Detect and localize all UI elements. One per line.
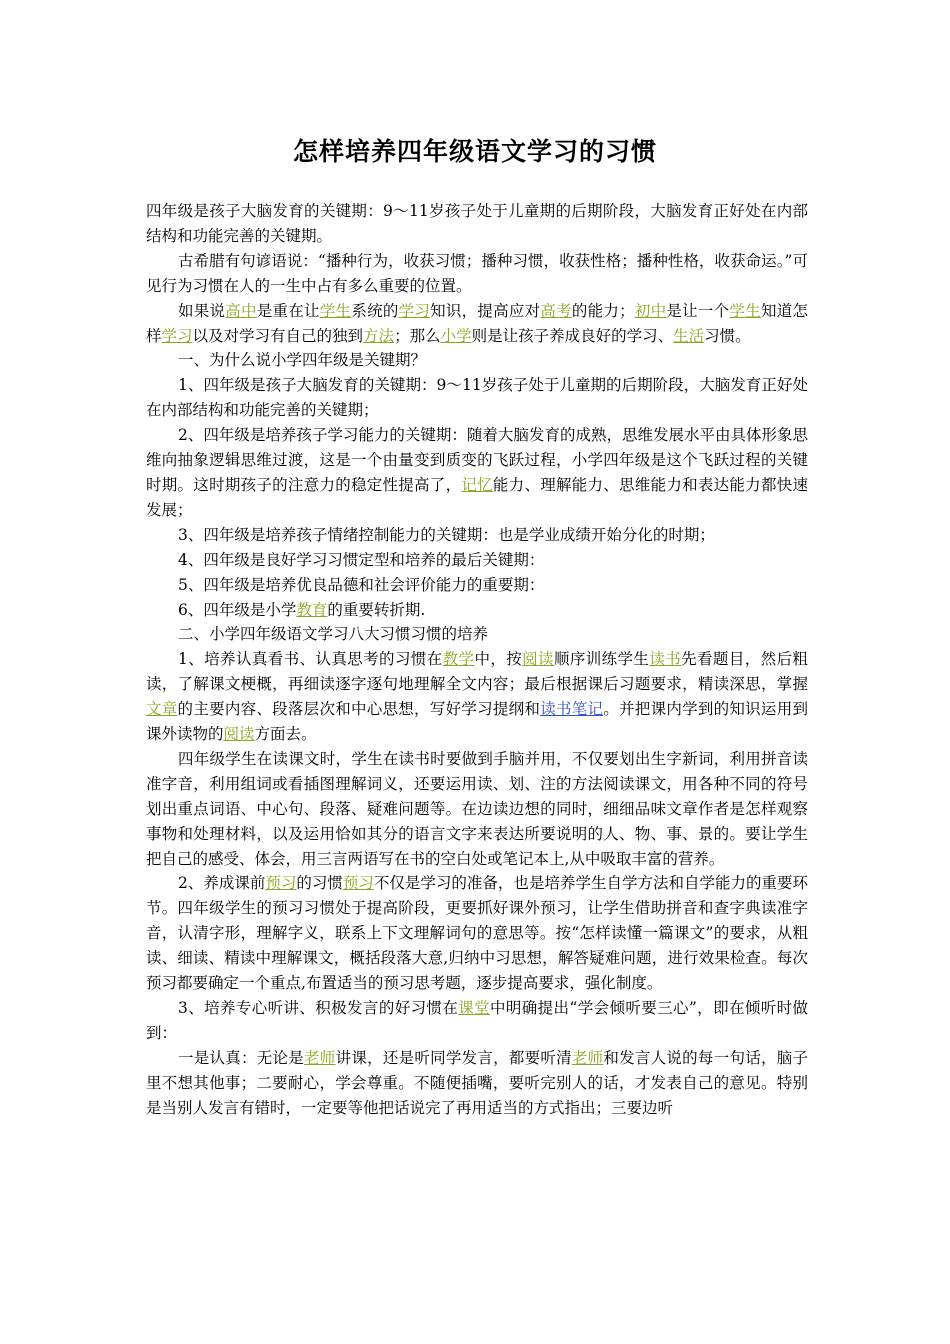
hyperlink[interactable]: 方法 [363,326,395,345]
hyperlink[interactable]: 记忆 [461,475,493,494]
paragraph-text: 如果说 [178,301,226,320]
document-body [146,199,808,1121]
paragraph-text: 1、四年级是孩子大脑发育的关键期：9～11岁孩子处于儿童期的后期阶段，大脑发育正好处在内部结构和功能完善的关键期； [146,376,808,420]
hyperlink[interactable]: 学生 [729,301,761,320]
paragraph-text: 的能力； [571,301,635,320]
paragraph [146,348,808,373]
paragraph-text: 知识，提高应对 [430,301,541,320]
paragraph-text: 不仅是学习的准备，也是培养学生自学方法和自学能力的重要环节。四年级学生的预习习惯处于提高阶段，更要抓好课外预习，让学生借助拼音和查字典读准字音，认清字形，理解字义，联系上下文理解词句的意思等。按“怎样读懂一篇课文”的要求，从粗读、细读、精读中理解课文，概括段落大意,归纳中习思想，解答疑难问题，进行效果检查。每次预习都要确定一个重点,布置适当的预习思考题，逐步提高要求，强化制度。 [146,874,808,993]
paragraph-text: 3、四年级是培养孩子情绪控制能力的关键期：也是学业成绩开始分化的时期； [178,525,715,544]
paragraph-text: 。并把课内学到的知识运用到课外读物的 [146,700,808,744]
paragraph-text: 2、养成课前 [178,874,266,893]
paragraph-text: 习惯。 [704,326,751,345]
paragraph-text: 的主要内容、段落层次和中心思想，写好学习提纲和 [177,700,541,719]
paragraph [146,548,808,573]
paragraph-text: 是重在让 [256,301,320,320]
paragraph-text: 1、培养认真看书、认真思考的习惯在 [178,650,443,669]
paragraph-text: 是让一个 [666,301,730,320]
hyperlink[interactable]: 生活 [673,326,705,345]
paragraph [146,299,808,349]
hyperlink[interactable]: 读书 [649,650,682,669]
hyperlink[interactable]: 读书笔记 [540,700,604,719]
paragraph-text: 系统的 [351,301,399,320]
hyperlink[interactable]: 高考 [540,301,572,320]
paragraph-text: 四年级是孩子大脑发育的关键期：9～11岁孩子处于儿童期的后期阶段，大脑发育正好处在内部结构和功能完善的关键期。 [146,202,808,245]
hyperlink[interactable]: 预习 [342,874,374,893]
document-title: 怎样培养四年级语文学习的习惯 [292,137,657,166]
paragraph-text: 中，按 [474,650,523,669]
paragraph-text: 以及对学习有自己的独到 [192,326,364,345]
paragraph [146,647,808,747]
paragraph [146,598,808,623]
paragraph-text: 讲课，还是听同学发言，都要听清 [335,1048,572,1067]
hyperlink[interactable]: 阅读 [522,650,554,669]
paragraph [146,523,808,548]
paragraph [146,1046,808,1121]
paragraph-text: 和发言人说的每一句话，脑子里不想其他事；二要耐心，学会尊重。不随便插嘴，要听完别人的话，才发表自己的意见。特别是当别人发言有错时，一定要等他把话说完了再用适当的方式指出；三要边听 [146,1048,808,1117]
paragraph [146,622,808,647]
hyperlink[interactable]: 初中 [634,301,667,320]
hyperlink[interactable]: 学习 [161,326,193,345]
hyperlink[interactable]: 学习 [398,301,431,320]
paragraph-text: 的习惯 [296,874,343,893]
paragraph-text: 知道怎样 [146,301,808,345]
paragraph-text: 古希腊有句谚语说：“播种行为，收获习惯；播种习惯，收获性格；播种性格，收获命运。”可见行为习惯在人的一生中占有多么重要的位置。 [146,251,808,295]
paragraph-text: 一、为什么说小学四年级是关键期？ [178,351,427,370]
hyperlink[interactable]: 课堂 [458,999,490,1017]
paragraph-text: 一是认真：无论是 [178,1048,305,1067]
paragraph-text: 顺序训练学生 [553,650,650,669]
hyperlink[interactable]: 预习 [265,874,297,893]
paragraph [146,573,808,598]
paragraph-text: ；那么 [394,326,441,345]
paragraph [146,996,808,1046]
paragraph-text: 能力、理解能力、思维能力和表达能力都快速发展； [146,475,808,519]
paragraph-text: 的重要转折期. [327,600,426,619]
paragraph [146,199,808,249]
hyperlink[interactable]: 阅读 [223,725,255,744]
paragraph-text: 4、四年级是良好学习习惯定型和培养的最后关键期： [178,550,545,569]
hyperlink[interactable]: 文章 [146,700,178,719]
paragraph-text: 6、四年级是小学 [178,600,297,619]
paragraph [146,423,808,523]
paragraph-text: 5、四年级是培养优良品德和社会评价能力的重要期： [178,575,545,594]
hyperlink[interactable]: 学生 [319,301,352,320]
paragraph [146,871,808,996]
paragraph [146,373,808,423]
paragraph-text: 3、培养专心听讲、积极发言的好习惯在 [178,999,459,1017]
paragraph-text: 方面去。 [254,725,317,744]
paragraph [146,747,808,872]
paragraph-text: 中明确提出“学会倾听要三心”，即在倾听时做到： [146,999,808,1042]
paragraph-text: 则是让孩子养成良好的学习、 [471,326,674,345]
hyperlink[interactable]: 老师 [304,1048,336,1067]
paragraph-text: 四年级学生在读课文时，学生在读书时要做到手脑并用，不仅要划出生字新词，利用拼音读准字音，利用组词或看插图理解词义，还要运用读、划、注的方法阅读课文，用各种不同的符号划出重点词语、中心句、段落、疑难问题等。在边读边想的同时，细细品味文章作者是怎样观察事物和处理材料，以及运用恰如其分的语言文字来表达所要说明的人、物、事、景的。要让学生把自己的感受、体会，用三言两语写在书的空白处或笔记本上,从中吸取丰富的营养。 [146,749,808,868]
hyperlink[interactable]: 教育 [296,600,328,619]
hyperlink[interactable]: 小学 [440,326,472,345]
hyperlink[interactable]: 教学 [442,650,475,669]
paragraph-text: 二、小学四年级语文学习八大习惯习惯的培养 [178,625,489,644]
paragraph [146,249,808,299]
paragraph-text: 2、四年级是培养孩子学习能力的关键期：随着大脑发育的成熟，思维发展水平由具体形象思维向抽象逻辑思维过渡，这是一个由量变到质变的飞跃过程，小学四年级是这个飞跃过程的关键时期。这时期孩子的注意力的稳定性提高了， [146,426,808,494]
hyperlink[interactable]: 高中 [225,301,257,320]
paragraph-text: 先看题目，然后粗读，了解课文梗概，再细读逐字逐句地理解全文内容；最后根据课后习题要求，精读深思，掌握 [146,650,808,694]
hyperlink[interactable]: 老师 [571,1048,604,1067]
